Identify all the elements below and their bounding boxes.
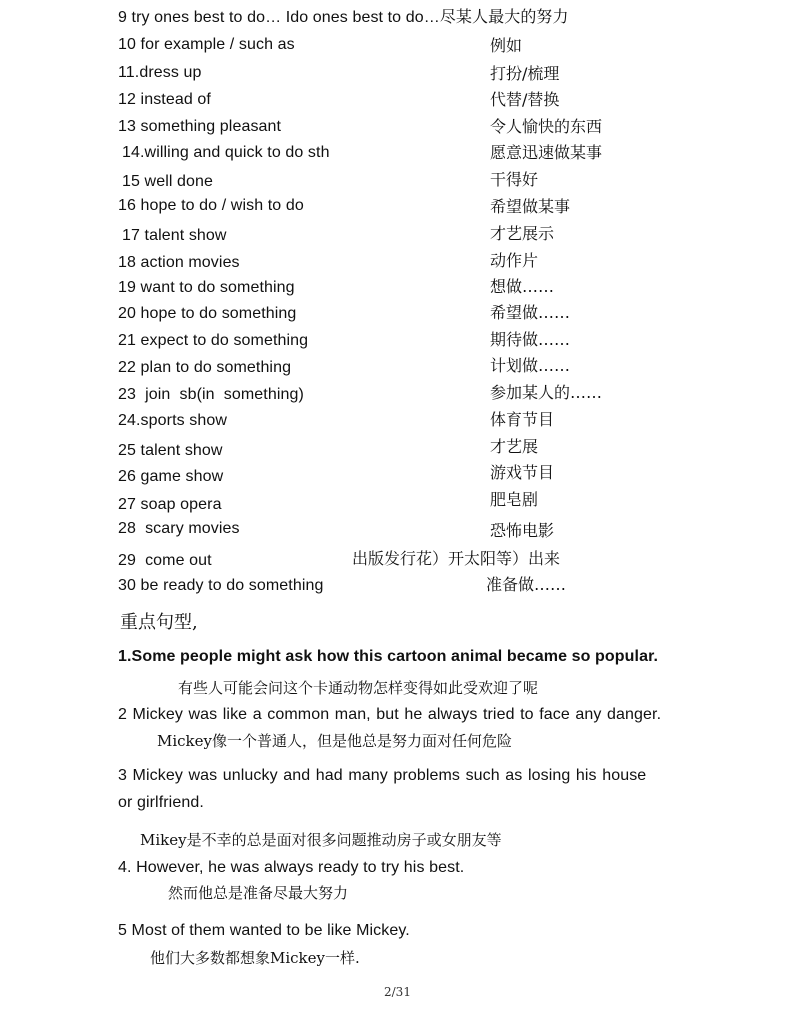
- section-heading: 重点句型,: [120, 612, 198, 633]
- vocab-zh-10: 例如: [490, 36, 523, 55]
- vocab-en-11: 11.dress up: [118, 64, 202, 81]
- vocab-zh-28: 恐怖电影: [490, 521, 555, 540]
- vocab-zh-14: 愿意迅速做某事: [490, 143, 603, 162]
- sentence-1-en: 1.Some people might ask how this cartoon animal became so popular.: [118, 648, 659, 665]
- vocab-zh-23: 参加某人的……: [490, 383, 603, 402]
- sentence-4-en: 4. However, he was always ready to try his best.: [118, 859, 465, 876]
- vocab-en-21: 21 expect to do something: [118, 332, 309, 349]
- vocab-en-25: 25 talent show: [118, 442, 223, 459]
- vocab-en-30: 30 be ready to do something: [118, 577, 324, 594]
- sentence-3-en-line2: or girlfriend.: [118, 794, 204, 811]
- vocab-line-9: 9 try ones best to do… Ido ones best to do…尽某人最大的努力: [118, 9, 569, 26]
- vocab-en-23: 23 join sb(in something): [118, 386, 304, 403]
- sentence-3-en-line1: 3 Mickey was unlucky and had many problems such as losing his house: [118, 767, 647, 784]
- vocab-en-13: 13 something pleasant: [118, 118, 282, 135]
- vocab-en-15: 15 well done: [122, 173, 214, 190]
- vocab-zh-12: 代替/替换: [490, 90, 560, 109]
- vocab-en-20: 20 hope to do something: [118, 305, 297, 322]
- vocab-zh-26: 游戏节目: [490, 463, 555, 482]
- vocab-en-10: 10 for example / such as: [118, 36, 295, 53]
- vocab-zh-24: 体育节目: [490, 410, 555, 429]
- vocab-zh-15: 干得好: [490, 170, 539, 189]
- vocab-en-24: 24.sports show: [118, 412, 228, 429]
- vocab-zh-22: 计划做……: [490, 356, 571, 375]
- sentence-5-en: 5 Most of them wanted to be like Mickey.: [118, 922, 410, 939]
- vocab-zh-25: 才艺展: [490, 437, 539, 456]
- vocab-zh-27: 肥皂剧: [490, 490, 539, 509]
- vocab-en-28: 28 scary movies: [118, 520, 240, 537]
- vocab-en-16: 16 hope to do / wish to do: [118, 197, 304, 214]
- vocab-zh-29: 出版发行花）开太阳等）出来: [352, 549, 561, 568]
- vocab-zh-11: 打扮/梳理: [490, 64, 560, 83]
- vocab-zh-13: 令人愉快的东西: [490, 117, 603, 136]
- vocab-en-26: 26 game show: [118, 468, 224, 485]
- vocab-zh-30: 准备做……: [486, 575, 567, 594]
- vocab-en-22: 22 plan to do something: [118, 359, 292, 376]
- sentence-4-zh: 然而他总是准备尽最大努力: [168, 884, 349, 902]
- vocab-zh-17: 才艺展示: [490, 224, 555, 243]
- vocab-en-18: 18 action movies: [118, 254, 240, 271]
- vocab-en-27: 27 soap opera: [118, 496, 222, 513]
- sentence-5-zh: 他们大多数都想象Mickey一样.: [150, 949, 360, 967]
- sentence-2-zh: Mickey像一个普通人，但是他总是努力面对任何危险: [157, 732, 512, 750]
- vocab-en-17: 17 talent show: [122, 227, 227, 244]
- vocab-zh-18: 动作片: [490, 251, 539, 270]
- vocab-en-14: 14.willing and quick to do sth: [122, 144, 330, 161]
- vocab-en-19: 19 want to do something: [118, 279, 295, 296]
- sentence-2-en: 2 Mickey was like a common man, but he always tried to face any danger.: [118, 706, 662, 723]
- vocab-en-29: 29 come out: [118, 552, 212, 569]
- sentence-3-zh: Mikey是不幸的总是面对很多问题推动房子或女朋友等: [140, 831, 502, 849]
- page-number: 2/31: [384, 985, 411, 999]
- vocab-zh-16: 希望做某事: [490, 197, 571, 216]
- sentence-1-zh: 有些人可能会问这个卡通动物怎样变得如此受欢迎了呢: [178, 679, 539, 697]
- vocab-zh-20: 希望做……: [490, 303, 571, 322]
- vocab-en-12: 12 instead of: [118, 91, 211, 108]
- vocab-zh-21: 期待做……: [490, 330, 571, 349]
- vocab-zh-19: 想做……: [490, 277, 555, 296]
